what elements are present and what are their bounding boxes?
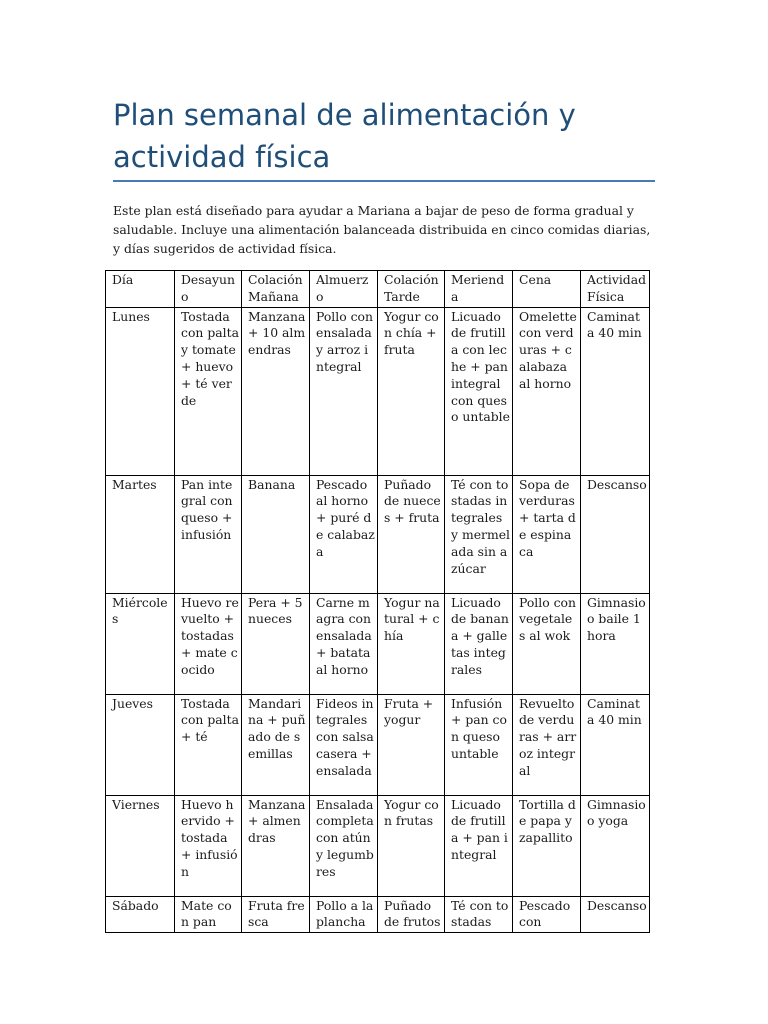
header-cell: Desayuno (175, 271, 242, 308)
table-header-row (106, 271, 650, 308)
table-cell: Pescado al horno + puré de calabaza (310, 475, 378, 593)
table-cell: Lunes (106, 307, 175, 475)
header-cell: Colación Tarde (378, 271, 445, 308)
table-cell: Manzana + 10 almendras (242, 307, 310, 475)
table-cell: Mandarina + puñado de semillas (242, 694, 310, 795)
table-cell: Pollo con ensalada y arroz integral (310, 307, 378, 475)
table-cell: Sábado (106, 896, 175, 933)
header-cell: Actividad Física (581, 271, 650, 308)
table-cell: Descanso (581, 896, 650, 933)
intro-paragraph: Este plan está diseñado para ayudar a Mariana a bajar de peso de forma gradual y saludable. Incluye una alimentación balanceada distribuida en cinco comidas diarias, y días sugeridos de actividad física. (113, 203, 651, 256)
header-cell: Almuerzo (310, 271, 378, 308)
table-cell: Huevo revuelto + tostadas + mate cocido (175, 593, 242, 694)
table-cell: Banana (242, 475, 310, 593)
table-cell: Caminata 40 min (581, 307, 650, 475)
table-row (106, 896, 650, 933)
table-cell: Tostada con palta + té (175, 694, 242, 795)
table-cell: Huevo hervido + tostada + infusión (175, 795, 242, 896)
header-cell: Día (106, 271, 175, 308)
document-title: Plan semanal de alimentación y actividad física (113, 98, 576, 174)
table-cell: Miércoles (106, 593, 175, 694)
table-cell: Gimnasio o baile 1 hora (581, 593, 650, 694)
table-row (106, 307, 650, 475)
table-cell: Viernes (106, 795, 175, 896)
table-cell: Ensalada completa con atún y legumbres (310, 795, 378, 896)
table-cell: Licuado de frutilla + pan integral (445, 795, 513, 896)
header-cell: Cena (513, 271, 581, 308)
table-cell: Fruta + yogur (378, 694, 445, 795)
table-row (106, 694, 650, 795)
table-cell: Licuado de banana + galletas integrales (445, 593, 513, 694)
header-cell: Colación Mañana (242, 271, 310, 308)
table-cell: Pan integral con queso + infusión (175, 475, 242, 593)
table-row (106, 795, 650, 896)
table-cell: Puñado de nueces + fruta (378, 475, 445, 593)
table-cell: Mate con pan (175, 896, 242, 933)
table-cell: Caminata 40 min (581, 694, 650, 795)
table-cell: Licuado de frutilla con leche + pan integral con queso untable (445, 307, 513, 475)
table-cell: Sopa de verduras + tarta de espinaca (513, 475, 581, 593)
table-cell: Tostada con palta y tomate + huevo + té verde (175, 307, 242, 475)
table-cell: Fruta fresca (242, 896, 310, 933)
table-cell: Infusión + pan con queso untable (445, 694, 513, 795)
table-cell: Revuelto de verduras + arroz integral (513, 694, 581, 795)
table-cell: Pera + 5 nueces (242, 593, 310, 694)
table-cell: Té con tostadas (445, 896, 513, 933)
table-cell: Fideos integrales con salsa casera + ensalada (310, 694, 378, 795)
table-cell: Omelette con verduras + calabaza al horno (513, 307, 581, 475)
table-cell: Puñado de frutos (378, 896, 445, 933)
table-cell: Gimnasio o yoga (581, 795, 650, 896)
table-cell: Tortilla de papa y zapallito (513, 795, 581, 896)
table-row (106, 593, 650, 694)
table-row (106, 475, 650, 593)
table-cell: Pescado con (513, 896, 581, 933)
table-cell: Jueves (106, 694, 175, 795)
table-cell: Yogur con chía + fruta (378, 307, 445, 475)
table-cell: Martes (106, 475, 175, 593)
table-cell: Pollo a la plancha (310, 896, 378, 933)
table-cell: Manzana + almendras (242, 795, 310, 896)
table-cell: Yogur con frutas (378, 795, 445, 896)
meal-plan-table (105, 270, 650, 933)
title-divider (113, 180, 655, 182)
table-cell: Descanso (581, 475, 650, 593)
table-cell: Pollo con vegetales al wok (513, 593, 581, 694)
table-cell: Yogur natural + chía (378, 593, 445, 694)
header-cell: Merienda (445, 271, 513, 308)
table-cell: Carne magra con ensalada + batata al horno (310, 593, 378, 694)
table-cell: Té con tostadas integrales y mermelada sin azúcar (445, 475, 513, 593)
